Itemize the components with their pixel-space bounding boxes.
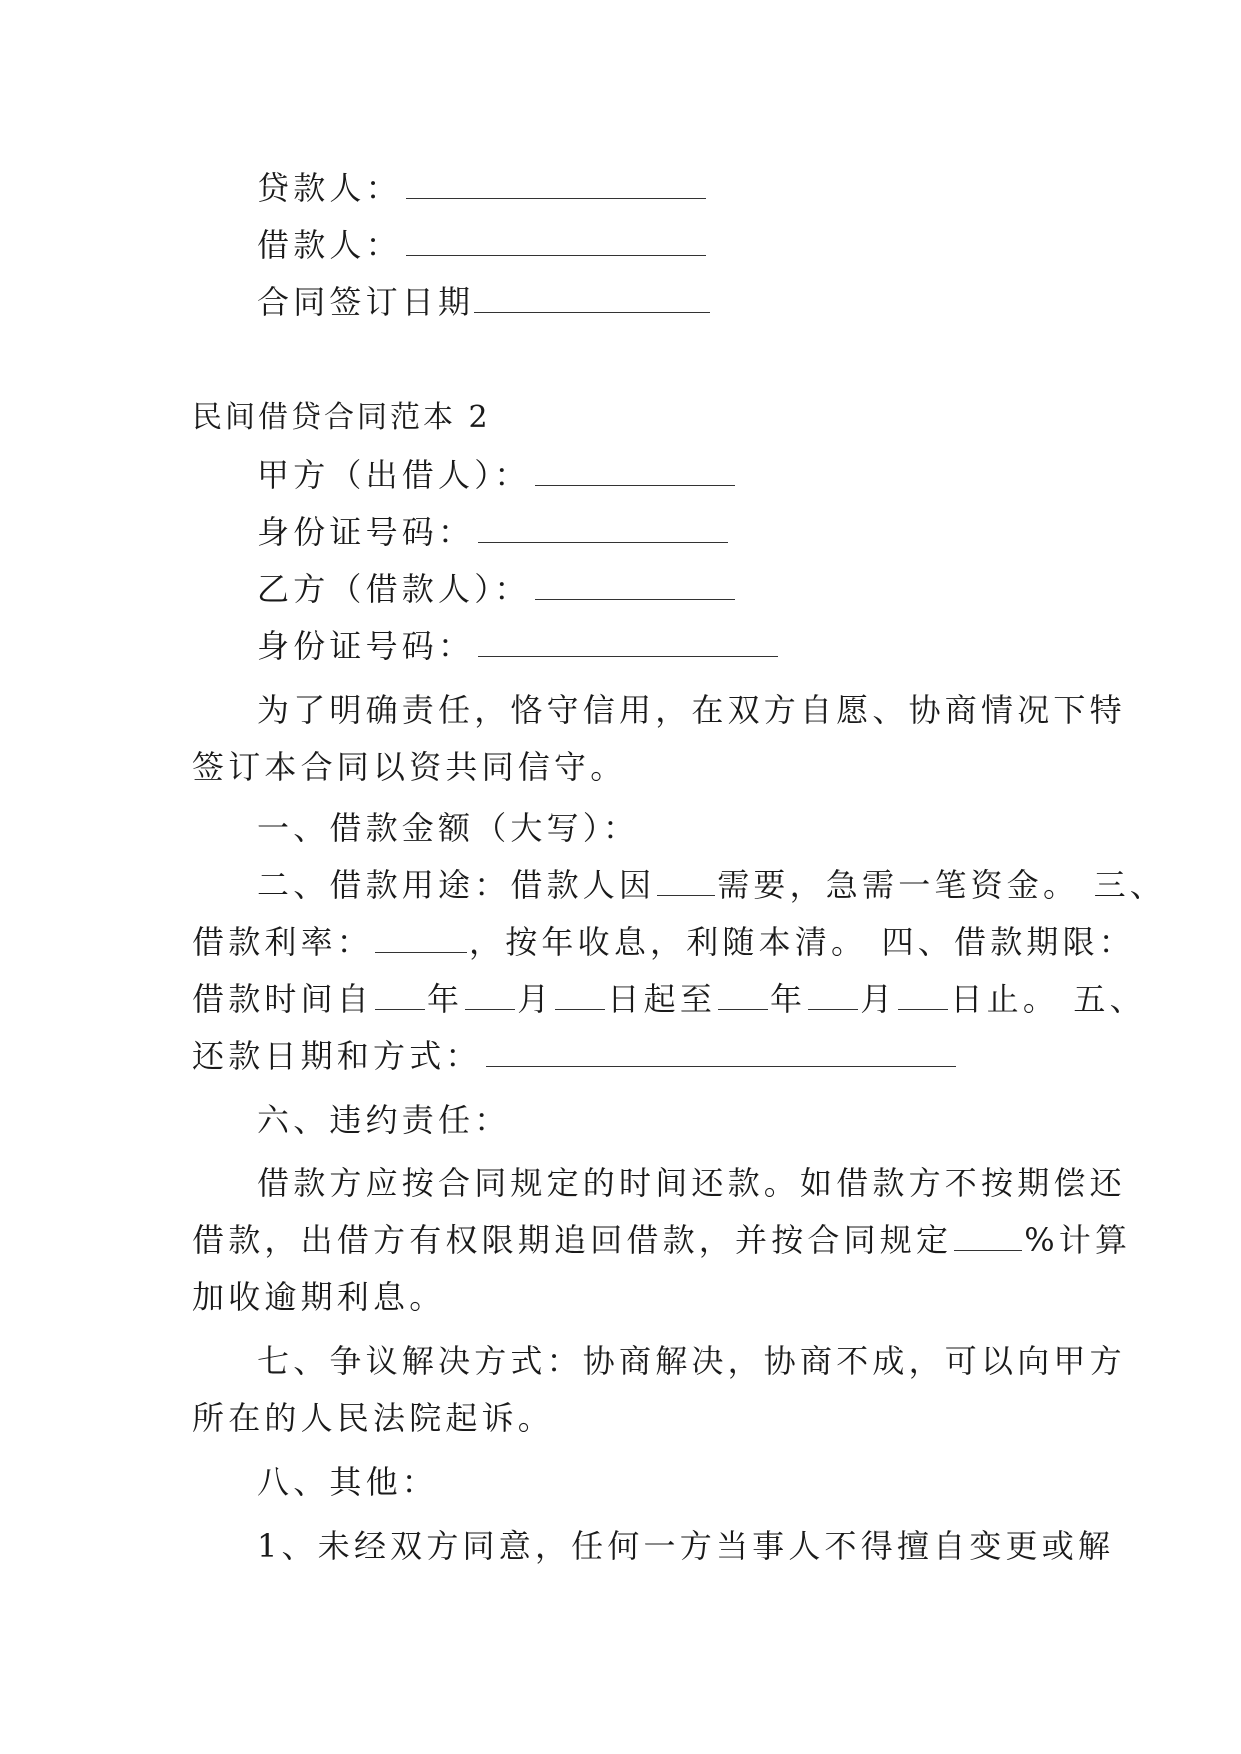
- item-6-line-2: [192, 1220, 1131, 1260]
- party-b-line: [257, 569, 735, 609]
- purpose-blank: [657, 869, 715, 896]
- borrower-signature-line: [257, 225, 706, 265]
- item-2-text-a: 二、借款用途：借款人因: [257, 866, 656, 904]
- sign-date-blank: [474, 286, 710, 313]
- party-b-id-blank: [478, 630, 778, 657]
- item-3-line: [192, 922, 1135, 962]
- start-month-blank: [465, 983, 515, 1010]
- party-b-label: 乙方（借款人）：: [257, 570, 531, 608]
- item-1-loan-amount: 一、借款金额（大写）：: [257, 809, 640, 847]
- start-day-unit: 日起至: [607, 980, 717, 1018]
- item-3-text-b: ，按年收息，利随本清。 四、借款期限：: [469, 923, 1135, 961]
- sign-date-line: [257, 282, 710, 322]
- end-month-unit: 月: [860, 980, 897, 1018]
- end-day-blank: [898, 983, 948, 1010]
- party-a-id-blank: [478, 516, 728, 543]
- start-year-blank: [375, 983, 425, 1010]
- preamble-line-1: 为了明确责任，恪守信用，在双方自愿、协商情况下特: [257, 691, 1126, 729]
- item-8-title: 八、其他：: [257, 1463, 439, 1501]
- end-year-blank: [718, 983, 768, 1010]
- item-7-line-2: 所在的人民法院起诉。: [192, 1399, 555, 1437]
- penalty-rate-blank: [954, 1224, 1022, 1251]
- item-2-text-b: 需要，急需一笔资金。 三、: [717, 866, 1166, 904]
- contract-title: 民间借贷合同范本 2: [192, 400, 491, 435]
- party-a-label: 甲方（出借人）：: [257, 456, 531, 494]
- repayment-blank: [486, 1040, 956, 1067]
- end-day-unit: 日止。 五、: [950, 980, 1146, 1018]
- item-7-line-1: 七、争议解决方式：协商解决，协商不成，可以向甲方: [257, 1342, 1126, 1380]
- item-5-label: 还款日期和方式：: [192, 1037, 482, 1075]
- item-8-clause-1: 1、未经双方同意，任何一方当事人不得擅自变更或解: [257, 1527, 1115, 1565]
- sign-date-label: 合同签订日期: [257, 283, 475, 321]
- start-day-blank: [555, 983, 605, 1010]
- item-3-text-a: 借款利率：: [192, 923, 374, 961]
- item-5-line: [192, 1036, 956, 1076]
- item-6-line-1: 借款方应按合同规定的时间还款。如借款方不按期偿还: [257, 1164, 1126, 1202]
- item-6-line-3: 加收逾期利息。: [192, 1278, 446, 1316]
- preamble-line-2: 签订本合同以资共同信守。: [192, 748, 627, 786]
- item-2-line: [257, 865, 1166, 905]
- lender-signature-line: [257, 168, 706, 208]
- item-6-text-a: 借款，出借方有权限期追回借款，并按合同规定: [192, 1221, 953, 1259]
- party-b-id-label: 身份证号码：: [257, 627, 475, 665]
- borrower-blank: [406, 229, 706, 256]
- party-a-blank: [535, 459, 735, 486]
- interest-rate-blank: [375, 926, 467, 953]
- item-4-line: [192, 979, 1146, 1019]
- end-year-unit: 年: [770, 980, 807, 1018]
- party-b-id-line: [257, 626, 778, 666]
- item-6-text-b: %计算: [1024, 1221, 1132, 1259]
- end-month-blank: [808, 983, 858, 1010]
- party-a-id-label: 身份证号码：: [257, 513, 475, 551]
- item-4-text-a: 借款时间自: [192, 980, 374, 1018]
- start-month-unit: 月: [517, 980, 554, 1018]
- lender-blank: [406, 172, 706, 199]
- lender-label: 贷款人：: [257, 169, 402, 207]
- item-6-title: 六、违约责任：: [257, 1101, 511, 1139]
- start-year-unit: 年: [427, 980, 464, 1018]
- party-a-line: [257, 455, 735, 495]
- borrower-label: 借款人：: [257, 226, 402, 264]
- party-a-id-line: [257, 512, 728, 552]
- party-b-blank: [535, 573, 735, 600]
